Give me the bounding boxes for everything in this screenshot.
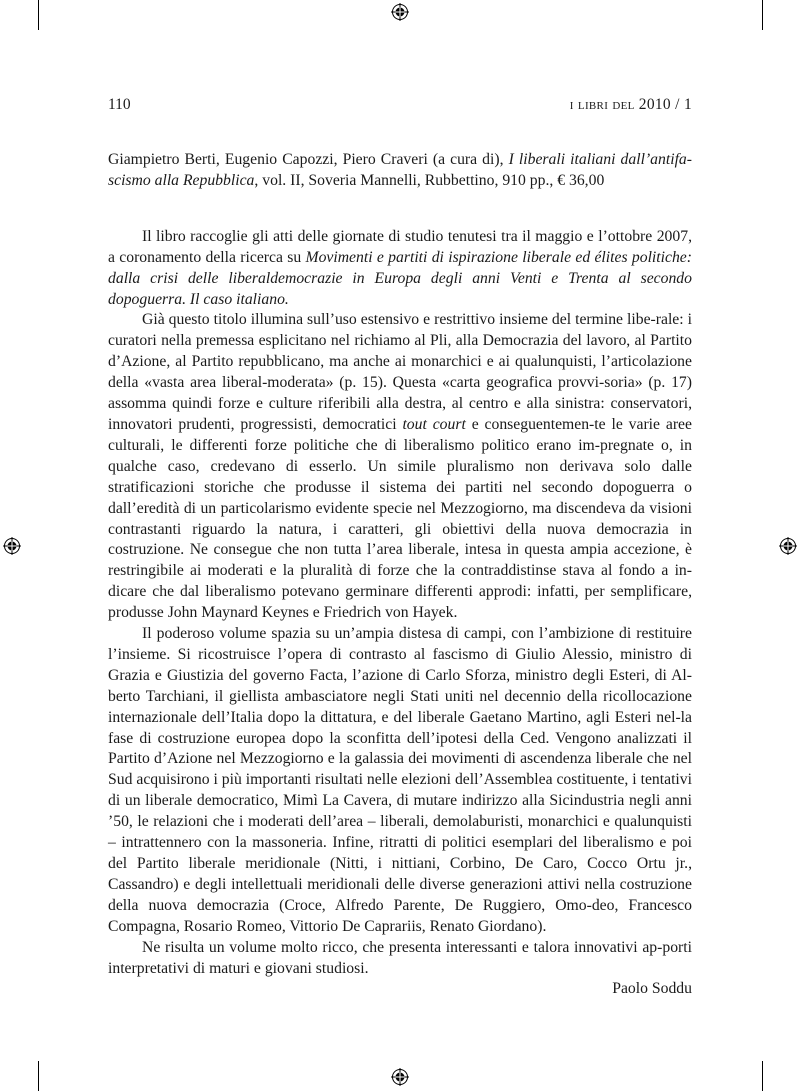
registration-mark-icon: [391, 1068, 409, 1086]
review-author: Paolo Soddu: [612, 980, 692, 998]
crop-mark-bottom-left-vertical: [38, 1061, 39, 1091]
review-body: [108, 150, 692, 1000]
paragraph-2-text-b: e conseguentemen-te le varie aree culturali, le differenti forze politiche che di liberalismo politico erano im-pregnate o, in qualche caso, credevano di esserlo. Un simile pluralismo non derivava solo dalle stratificazioni storiche che produsse il sistema dei partiti nel secondo dopoguerra o dall’eredità di un particolarismo evidente specie nel Mezzogiorno, ma discendeva da visioni contrastanti riguardo la natura, i caratteri, gli obiettivi della nuova democrazia in costruzione. Ne consegue che non tutta l’area liberale, intesa in questa ampia accezione, è restringibile ai moderati e la pluralità di forze che la contraddistinse stava al fondo a in-dicare che dal liberalismo potevano germinare differenti approdi: infatti, per semplificare, produsse John Maynard Keynes e Friedrich von Hayek.: [108, 415, 692, 622]
bibliographic-reference: [108, 150, 692, 192]
paragraph-2: [108, 310, 692, 624]
reference-title: I liberali italiani dall’antifa-scismo alla Repubblica: [108, 151, 693, 189]
running-header: [108, 96, 692, 114]
reference-details: , vol. II, Soveria Mannelli, Rubbettino, 910 pp., € 36,00: [254, 171, 605, 189]
crop-mark-bottom-right-vertical: [762, 1061, 763, 1091]
crop-mark-top-left-vertical: [38, 0, 39, 30]
crop-mark-top-right-vertical: [762, 0, 763, 30]
paragraph-4: Ne risulta un volume molto ricco, che presenta interessanti e talora innovativi ap-porti interpretativi di maturi e giovani studiosi.: [108, 938, 692, 977]
paragraph-1-italic: Movimenti e partiti di ispirazione liberale ed élites politiche: dalla crisi delle liberaldemocrazie in Europa degli anni Venti e Trenta al secondo dopoguerra. Il caso italiano.: [108, 248, 692, 308]
paragraph-1-text: Il libro raccoglie gli atti delle giornate di studio tenutesi tra il maggio e l’ottobre 2007, a coronamento della ricerca su: [108, 227, 692, 266]
reference-authors: Giampietro Berti, Eugenio Capozzi, Piero Craveri (a cura di),: [108, 151, 509, 168]
registration-mark-icon: [3, 537, 21, 555]
paragraph-3: Il poderoso volume spazia su un’ampia distesa di campi, con l’ambizione di restituire l’insieme. Si ricostruisce l’opera di contrasto al fascismo di Giulio Alessio, ministro di Grazia e Giustizia del governo Facta, l’azione di Carlo Sforza, ministro degli Esteri, di Al-berto Tarchiani, il giellista ambasciatore negli Stati uniti nel decennio della ricollocazione internazionale dell’Italia dopo la dittatura, e del liberale Gaetano Martino, agli Esteri nel-la fase di costruzione europea dopo la sconfitta dell’ipotesi della Ced. Vengono analizzati il Partito d’Azione nel Mezzogiorno e la galassia dei movimenti di ascendenza liberale che nel Sud acquisirono i più importanti risultati nelle elezioni dell’Assemblea costituente, i tentativi di un liberale democratico, Mimì La Cavera, di mutare indirizzo alla Sicindustria negli anni ’50, le relazioni che i moderati dell’area – liberali, demolaburisti, monarchici e qualunquisti – intrattennero con la massoneria. Infine, ritratti di politici esemplari del liberalismo e poi del Partito liberale meridionale (Nitti, i nittiani, Corbino, De Caro, Cocco Ortu jr., Cassandro) e degli intellettuali meridionali delle diverse generazioni attivi nella costruzione della nuova democrazia (Croce, Alfredo Parente, De Ruggiero, Omo-deo, Francesco Compagna, Rosario Romeo, Vittorio De Caprariis, Renato Giordano).: [108, 625, 692, 935]
page-number: 110: [108, 96, 131, 113]
paragraph-2-text-a: Già questo titolo illumina sull’uso estensivo e restrittivo insieme del termine libe-rale: i curatori nella premessa esplicitano nel richiamo al Pli, alla Democrazia del lavoro, al Partito d’Azione, al Partito repubblicano, ma anche ai monarchici e ai qualunquisti, l’articolazione della «vasta area liberal-moderata» (p. 15). Questa «carta geografica provvi-soria» (p. 17) assomma quindi forze e culture riferibili alla destra, al centro e alla sinistra: conservatori, innovatori prudenti, progressisti, democratici: [108, 311, 692, 433]
paragraph-2-italic: tout court: [402, 415, 466, 433]
paragraph-1: [108, 227, 692, 311]
registration-mark-icon: [391, 3, 409, 21]
running-title: i libri del 2010 / 1: [569, 96, 692, 113]
registration-mark-icon: [779, 537, 797, 555]
